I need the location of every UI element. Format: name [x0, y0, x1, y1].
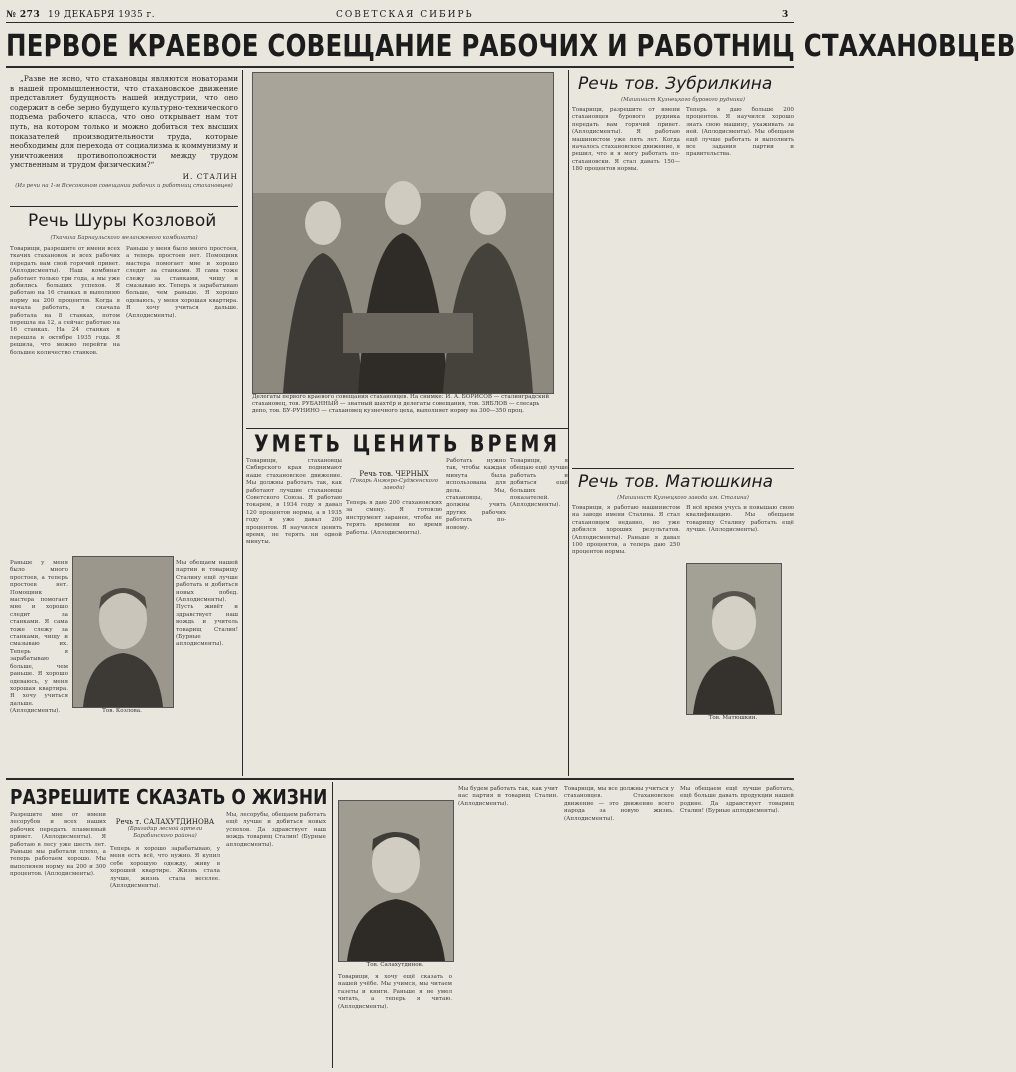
saladutdinov-title: РАЗРЕШИТЕ СКАЗАТЬ О ЖИЗНИ [10, 786, 328, 810]
zubrilkin-col2: Теперь я даю больше 200 процентов. Я научился хорошо знать свою машину, ухаживать за ней. (Аплодисменты). Мы обещаем ещё лучше работать и выполнить все задания партии и правительства. [686, 107, 794, 158]
chernykh-col4: Товарищи, я обещаю ещё лучше работать и добиться ещё больших показателей. (Аплодисменты). [510, 458, 568, 509]
kozlova-col2: Раньше у меня было много простоев, а теперь простоев нет. Помощник мастера помогает мне и хорошо следит за станками. Я сама тоже слежу за станками, чищу и смазываю их. Теперь я зарабатываю больше, чем раньше. Я хорошо одеваюсь, у меня хорошая квартира. Я хочу учиться дальше. (Аплодисменты). [126, 246, 238, 319]
masthead-rule [6, 22, 794, 23]
matyushkin-photo [686, 563, 782, 715]
saladutdinov-byline-note: (Бригадир лесной артели Барабинского района) [127, 826, 203, 839]
chernykh-byline-name: Речь тов. ЧЕРНЫХ [359, 470, 429, 478]
matyushkina-title: Речь тов. Матюшкина [578, 472, 774, 492]
chernykh-col3: Работать нужно так, чтобы каждая минута была использована для дела. Мы, стахановцы, должны учить других рабочих работать по-новому. [446, 458, 506, 531]
kozlova-subtitle: (Ткачиха Барнаульского меланжевого комбината) [50, 235, 198, 241]
saladutdinov-col3: Мы, лесорубы, обещаем работать ещё лучше и добиться новых успехов. Да здравствует наш вождь товарищ Сталин! (Бурные аплодисменты). [226, 812, 326, 848]
chernykh-top-rule [246, 428, 568, 429]
col-rule-3 [332, 782, 333, 1068]
matyushkina-col1: Товарищи, я работаю машинистом на заводе имени Сталина. Я стал стахановцем недавно, но уже добился хороших результатов. (Аплодисменты). Раньше я давал 100 процентов, а теперь даю 250 процентов нормы. [572, 505, 680, 556]
zubrilkin-subtitle: (Машинист Кузнецкого бурового рудника) [621, 97, 745, 103]
saladutdinov-col4: Товарищи, я хочу ещё сказать о нашей учёбе. Мы учимся, мы читаем газеты и книги. Раньше я не умел читать, а теперь я читаю. (Аплодисменты). [338, 974, 452, 1010]
page-number: 3 [782, 10, 789, 20]
saladutdinov-byline-name: Речь т. САЛАХУТДИНОВА [115, 818, 215, 826]
kozlova-col1: Товарищи, разрешите от имени всех ткачих стахановок и всех рабочих передать вам свой горячий привет. (Аплодисменты). Наш комбинат работает только три года, а мы уже добились больших успехов. Я работаю на 16 станках и выполняю норму на 200 процентов. Когда я начала работать, я сначала работала на 8 станках, потом перешла на 12, а сейчас работаю на 16 станках. На 24 станках я перешла в октябре 1935 года. Я решила, что можно перейти на большее количество станков. [10, 246, 120, 356]
saladutdinov-col2: Теперь я хорошо зарабатываю, у меня есть всё, что нужно. Я купил себе хорошую одежду, живу в хорошей квартире. Жизнь стала лучше, жизнь стала веселее. (Аплодисменты). [110, 846, 220, 890]
saladutdinov-col1: Разрешите мне от имени лесорубов и всех наших рабочих передать пламенный привет. (Аплодисменты). Я работаю в лесу уже шесть лет. Раньше мы работали плохо, а теперь работаем хорошо. Мы выполняем норму на 200 и 300 процентов. (Аплодисменты). [10, 812, 106, 878]
chernykh-col2: Теперь я даю 200 стахановских за смену. Я готовлю инструмент заранее, чтобы не терять времени во время работы. (Аплодисменты). [346, 500, 442, 536]
saladutdinov-photo [338, 800, 454, 962]
headline-rule [6, 66, 794, 68]
kozlova-col3b: Раньше у меня было много простоев, а теперь простоев нет. Помощник мастера помогает мне и хорошо следит за станками. Я сама тоже слежу за станками, чищу и смазываю их. Теперь я зарабатываю больше, чем раньше. Я хорошо одеваюсь, у меня хорошая квартира. Я хочу учиться дальше. (Аплодисменты). [10, 560, 68, 715]
chernykh-title: УМЕТЬ ЦЕНИТЬ ВРЕМЯ [254, 431, 560, 458]
issue-number: № 273 [6, 10, 41, 20]
closing-col1: Товарищи, мы все должны учиться у стахановцев. Стахановское движение — это движение всего народа за новую жизнь. (Аплодисменты). [564, 786, 674, 822]
zubrilkin-col1: Товарищи, разрешите от имени стахановцев бурового рудника передать вам горячий привет. (Аплодисменты). Я работаю машинистом уже пять лет. Когда началось стахановское движение, я решил, что и я могу работать по-стахановски. Я стал давать 150—180 процентов нормы. [572, 107, 680, 173]
quote-note: (Из речи на 1-м Всесоюзном совещании рабочих и работниц стахановцев) [15, 182, 233, 189]
issue-date: 19 ДЕКАБРЯ 1935 г. [48, 10, 156, 20]
quote-text: „Разве не ясно, что стахановцы являются новаторами в нашей промышленности, что стахановское движение представляет будущность нашей индустрии, что оно содержит в себе зерно будущего культурно-технического подъема рабочего класса, что оно открывает нам тот путь, на котором только и можно добиться тех высших показателей производительности труда, которые необходимы для перехода от социализма к коммунизму и уничтожения противоположности между трудом умственным и трудом физическим?“ [10, 74, 238, 170]
stalin-quote [10, 74, 238, 190]
chernykh-col1: Товарищи, стахановцы Сибирского края поднимают наше стахановское движение. Мы должны работать так, как работают лучшие стахановцы Советского Союза. Я работаю токарем, в 1934 году я давал 120 процентов нормы, а в 1935 году я уже давал 200 процентов. Я научился ценить время, не терять ни одной минуты. [246, 458, 342, 546]
bottom-section-rule [6, 778, 794, 780]
chernykh-byline [346, 470, 442, 491]
zubrilkin-title: Речь тов. Зубрилкина [578, 74, 773, 94]
saladutdinov-col5: Мы будем работать так, как учит нас партия и товарищ Сталин. (Аплодисменты). [458, 786, 558, 807]
col-rule-2 [568, 70, 569, 776]
matyushkina-col2: Я всё время учусь и повышаю свою квалификацию. Мы обещаем товарищу Сталину работать ещё лучше. (Аплодисменты). [686, 505, 794, 534]
kozlova-title: Речь Шуры Козловой [28, 211, 217, 231]
main-photo-caption: Делегаты первого краевого совещания стахановцев. На снимке: И. А. БОРИСОВ — сталинградский стахановец, тов. РУБАННЫЙ — знатный шахтёр и делегаты совещания, тов. ЗЯБЛОВ — слесарь депо, тов. БУ-РУНИНО — стахановец кузнечного цеха, выполняет норму на 300—350 проц. [252, 394, 550, 414]
kozlova-photo [72, 556, 174, 708]
closing-col2: Мы обещаем ещё лучше работать, ещё больше давать продукции нашей родине. Да здравствует товарищ Сталин! (Бурные аплодисменты). [680, 786, 794, 815]
kozlova-photo-caption: Тов. Козлова. [102, 708, 142, 714]
matyushkin-photo-caption: Тов. Матюшкин. [708, 715, 758, 721]
main-photo [252, 72, 554, 394]
col-rule-1 [242, 70, 243, 776]
saladutdinov-photo-caption: Тов. Салахутдинов. [366, 962, 424, 968]
saladutdinov-byline [110, 818, 220, 839]
quote-author: И. СТАЛИН [182, 171, 238, 181]
zubrilkin-bottom-rule [572, 468, 794, 469]
kozlova-col3: Мы обещаем нашей партии и товарищу Сталину ещё лучше работать и добиться новых побед. (Аплодисменты). Пусть живёт и здравствует наш вождь и учитель товарищ Сталин! (Бурные аплодисменты). [176, 560, 238, 648]
main-headline: ПЕРВОЕ КРАЕВОЕ СОВЕЩАНИЕ РАБОЧИХ И РАБОТНИЦ СТАХАНОВЦЕВ [6, 27, 1016, 64]
paper-name: СОВЕТСКАЯ СИБИРЬ [336, 10, 474, 20]
quote-rule [10, 206, 238, 207]
masthead [6, 10, 794, 22]
matyushkina-subtitle: (Машинист Кузнецкого завода им. Сталина) [617, 495, 749, 501]
chernykh-byline-note: (Токарь Анжеро-Судженского завода) [350, 478, 438, 491]
